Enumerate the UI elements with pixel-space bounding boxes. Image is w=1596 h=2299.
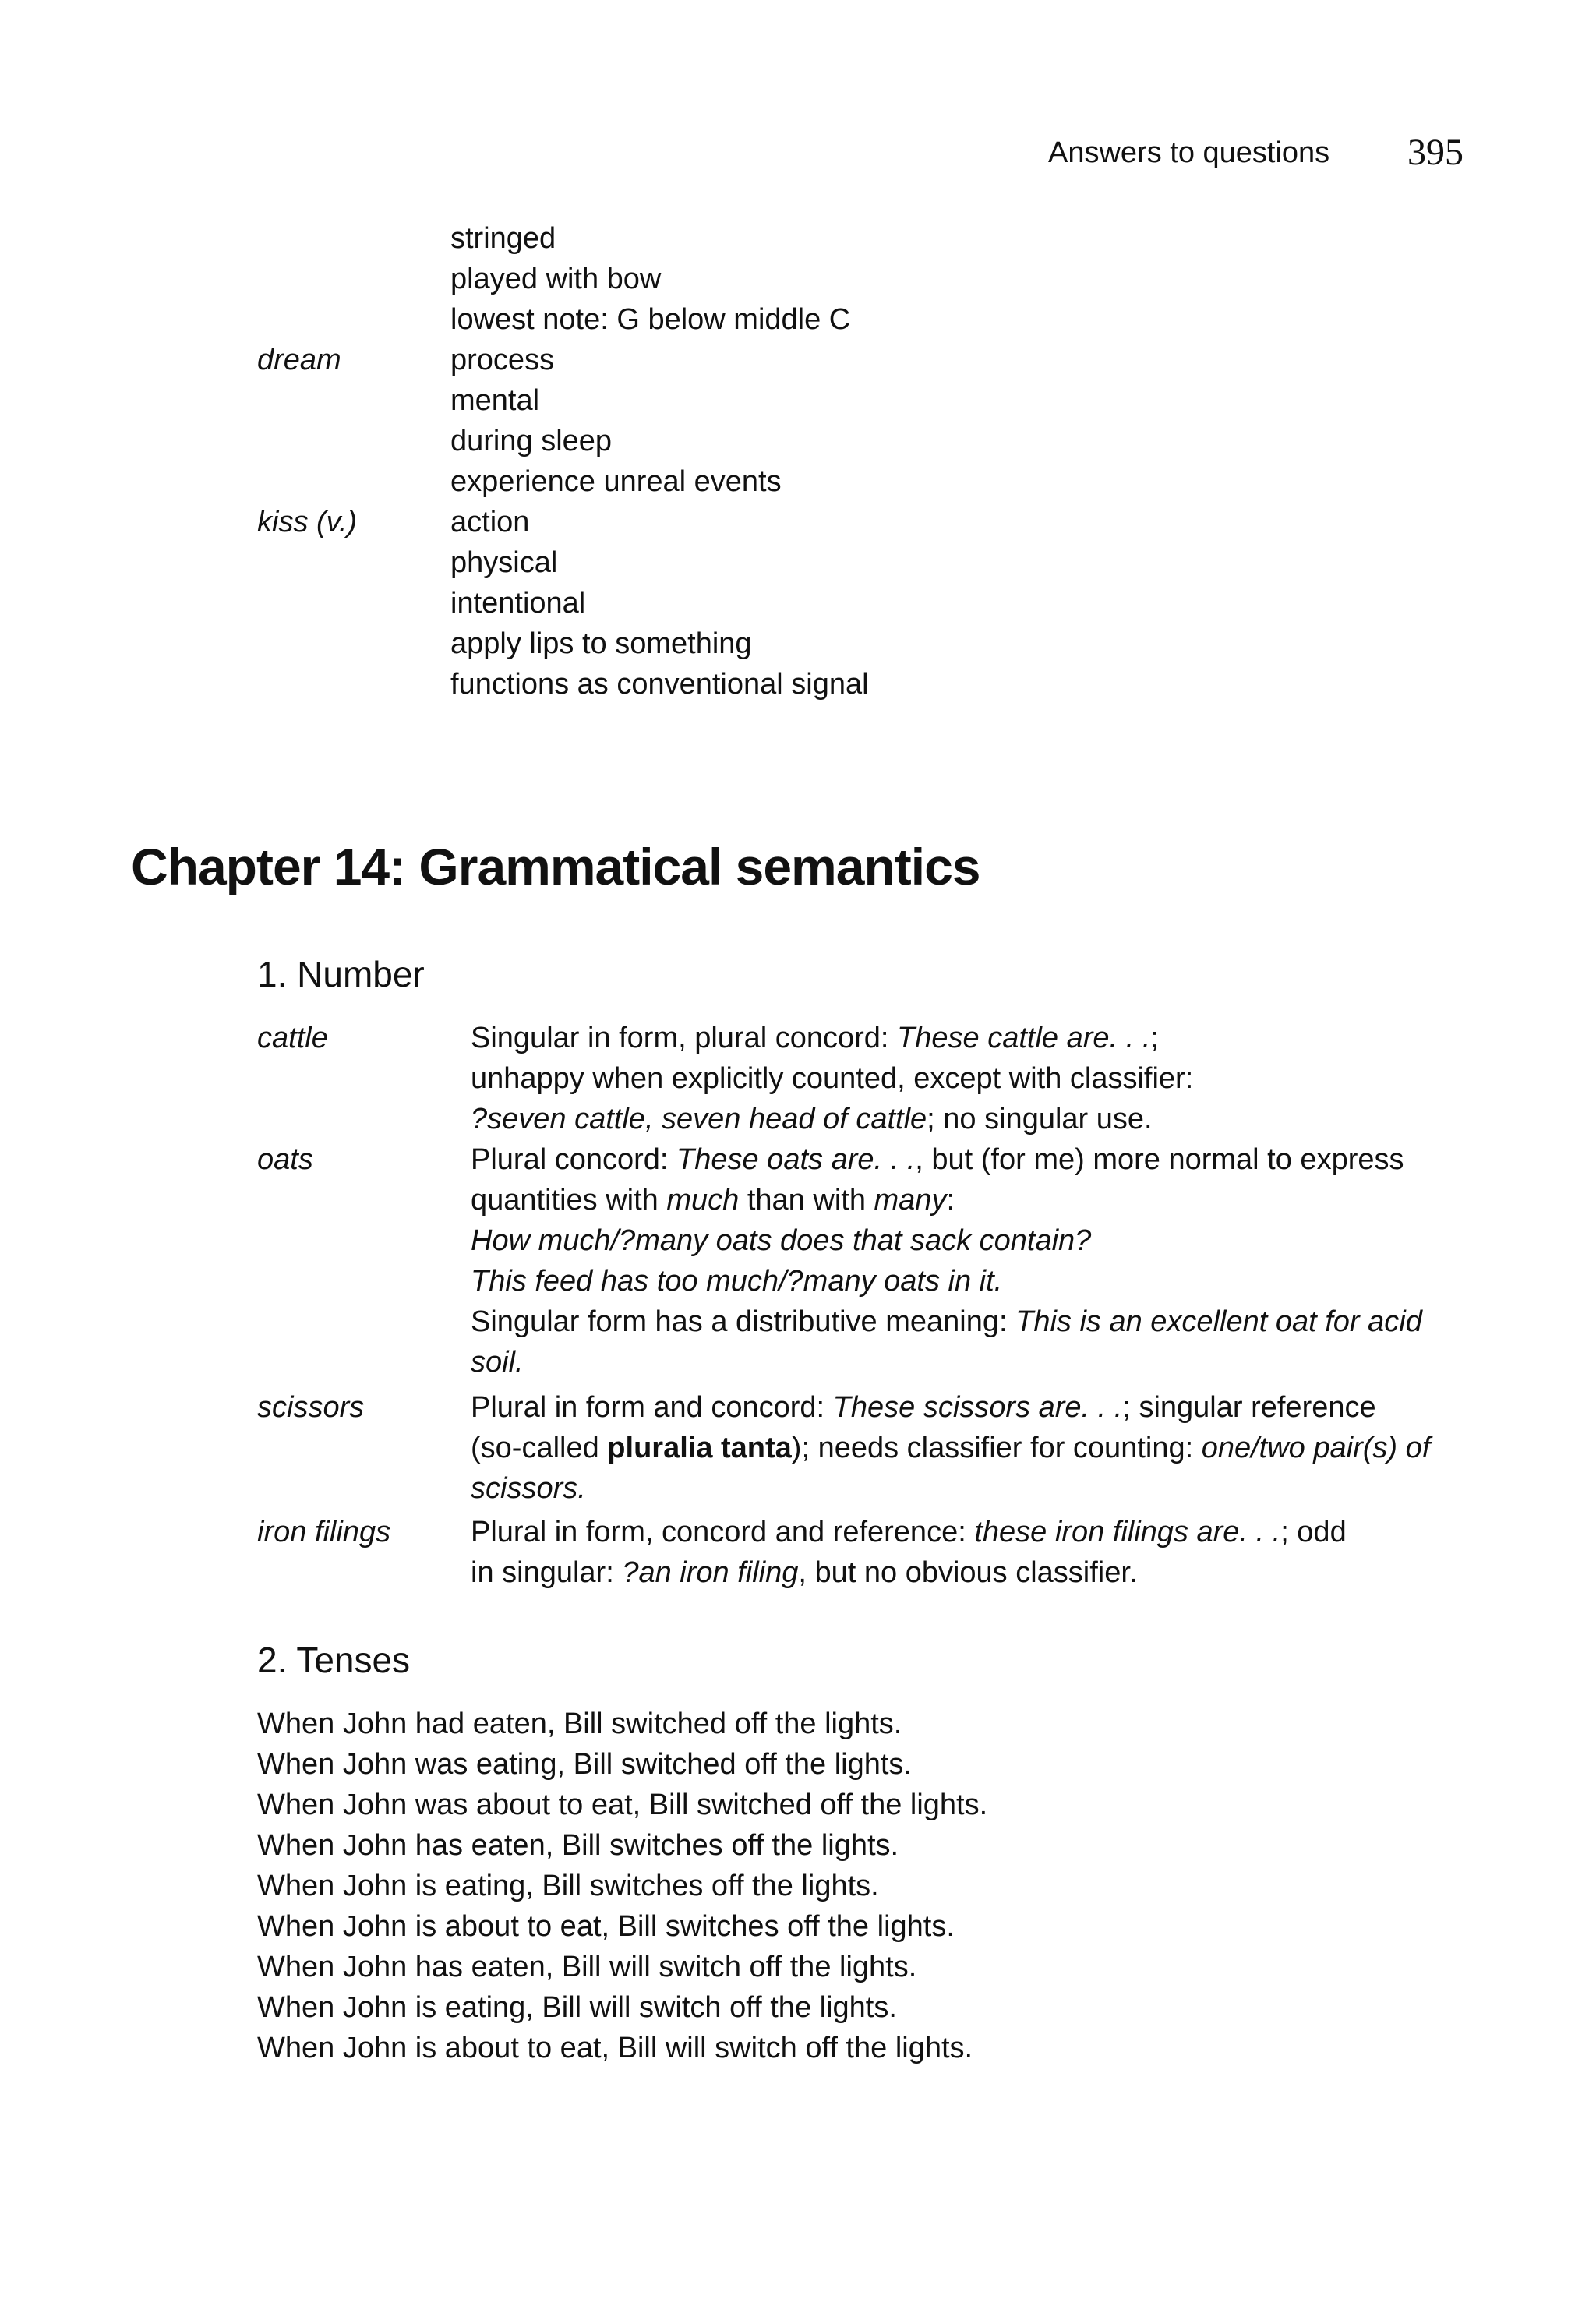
text-run: ; odd: [1280, 1516, 1347, 1549]
entry-line: [471, 1552, 1138, 1593]
feature-row: [0, 218, 1325, 259]
text-run: , but no obvious classifier.: [798, 1556, 1138, 1589]
text-run: quantities with: [471, 1184, 667, 1217]
entry-line: [471, 1018, 1159, 1058]
tense-sentence: When John is about to eat, Bill will switch off the lights.: [257, 2032, 973, 2064]
feature-text: functions as conventional signal: [450, 668, 869, 701]
text-run: Singular form has a distributive meaning:: [471, 1305, 1016, 1338]
entry-line: [471, 1139, 1404, 1180]
tense-sentence: When John has eaten, Bill switches off the lights.: [257, 1829, 899, 1862]
text-run: than with: [739, 1184, 874, 1217]
feature-text: during sleep: [450, 425, 613, 457]
entry-word-scissors: scissors: [257, 1391, 365, 1424]
feature-text: stringed: [450, 222, 556, 255]
tense-sentence: When John is eating, Bill switches off the lights.: [257, 1870, 879, 1902]
tense-sentence: When John had eaten, Bill switched off the lights.: [257, 1707, 902, 1740]
example-text: These scissors are. . .: [832, 1391, 1123, 1424]
text-run: ; no singular use.: [927, 1103, 1153, 1135]
text-run: (so-called: [471, 1432, 608, 1464]
feature-text: mental: [450, 384, 540, 417]
entry-line: [471, 1099, 1153, 1139]
feature-row: [0, 421, 1325, 461]
chapter-heading: Chapter 14: Grammatical semantics: [131, 838, 980, 895]
entry-line: [471, 1301, 1422, 1342]
feature-row: [0, 623, 1325, 664]
example-sentence: This feed has too much/?many oats in it.: [471, 1265, 1003, 1298]
entry-word-iron-filings: iron filings: [257, 1516, 391, 1549]
feature-row: [0, 583, 1325, 623]
feature-word: kiss (v.): [257, 506, 358, 539]
text-run: :: [946, 1184, 955, 1217]
example-text: These cattle are. . .: [897, 1022, 1151, 1054]
section-heading-tenses: 2. Tenses: [257, 1640, 411, 1680]
feature-text: physical: [450, 546, 558, 579]
tense-sentence: When John is about to eat, Bill switches off the lights.: [257, 1910, 955, 1943]
feature-text: process: [450, 344, 555, 376]
entry-line: unhappy when explicitly counted, except with classifier:: [471, 1062, 1194, 1095]
example-sentence: How much/?many oats does that sack contain?: [471, 1224, 1092, 1257]
example-text: much: [666, 1184, 740, 1217]
entry-word-oats: oats: [257, 1143, 313, 1176]
entry-word-cattle: cattle: [257, 1022, 328, 1054]
tense-sentence: When John was eating, Bill switched off the lights.: [257, 1748, 912, 1781]
running-header-title: Answers to questions: [1048, 136, 1330, 169]
example-text: This is an excellent oat for acid: [1015, 1305, 1422, 1338]
feature-row: [0, 502, 1325, 542]
text-run: Plural concord:: [471, 1143, 677, 1176]
text-run: Plural in form, concord and reference:: [471, 1516, 975, 1549]
text-run: ; singular reference: [1122, 1391, 1376, 1424]
feature-text: intentional: [450, 587, 586, 620]
page-number: 395: [1407, 132, 1464, 173]
feature-row: [0, 542, 1325, 583]
feature-row: [0, 340, 1325, 380]
feature-text: played with bow: [450, 263, 662, 295]
feature-row: [0, 299, 1325, 340]
feature-row: [0, 259, 1325, 299]
feature-row: [0, 461, 1325, 502]
example-text: ?seven cattle, seven head of cattle: [471, 1103, 927, 1135]
text-run: ); needs classifier for counting:: [791, 1432, 1202, 1464]
example-text: many: [874, 1184, 947, 1217]
feature-text: lowest note: G below middle C: [450, 303, 851, 336]
entry-line: scissors.: [471, 1472, 586, 1505]
tense-sentence: When John has eaten, Bill will switch off the lights.: [257, 1951, 917, 1983]
example-text: one/two pair(s) of: [1201, 1432, 1431, 1464]
entry-line: [471, 1512, 1347, 1552]
text-run: , but (for me) more normal to express: [915, 1143, 1404, 1176]
feature-row: [0, 380, 1325, 421]
example-text: these iron filings are. . .: [974, 1516, 1281, 1549]
entry-line: [471, 1428, 1430, 1468]
entry-line: [471, 1180, 955, 1220]
section-heading-number: 1. Number: [257, 954, 425, 994]
entry-line: soil.: [471, 1346, 524, 1379]
text-run: Plural in form and concord:: [471, 1391, 833, 1424]
feature-word: dream: [257, 344, 341, 376]
entry-line: [471, 1387, 1376, 1428]
text-run: in singular:: [471, 1556, 623, 1589]
feature-text: action: [450, 506, 530, 539]
example-text: ?an iron filing: [622, 1556, 799, 1589]
technical-term: pluralia tanta: [607, 1432, 792, 1464]
tense-sentence: When John was about to eat, Bill switched off the lights.: [257, 1789, 988, 1821]
text-run: ;: [1150, 1022, 1159, 1054]
text-run: Singular in form, plural concord:: [471, 1022, 898, 1054]
example-text: These oats are. . .: [676, 1143, 916, 1176]
feature-row: [0, 664, 1325, 705]
feature-text: apply lips to something: [450, 627, 752, 660]
tense-sentence: When John is eating, Bill will switch off the lights.: [257, 1991, 897, 2024]
feature-text: experience unreal events: [450, 465, 782, 498]
